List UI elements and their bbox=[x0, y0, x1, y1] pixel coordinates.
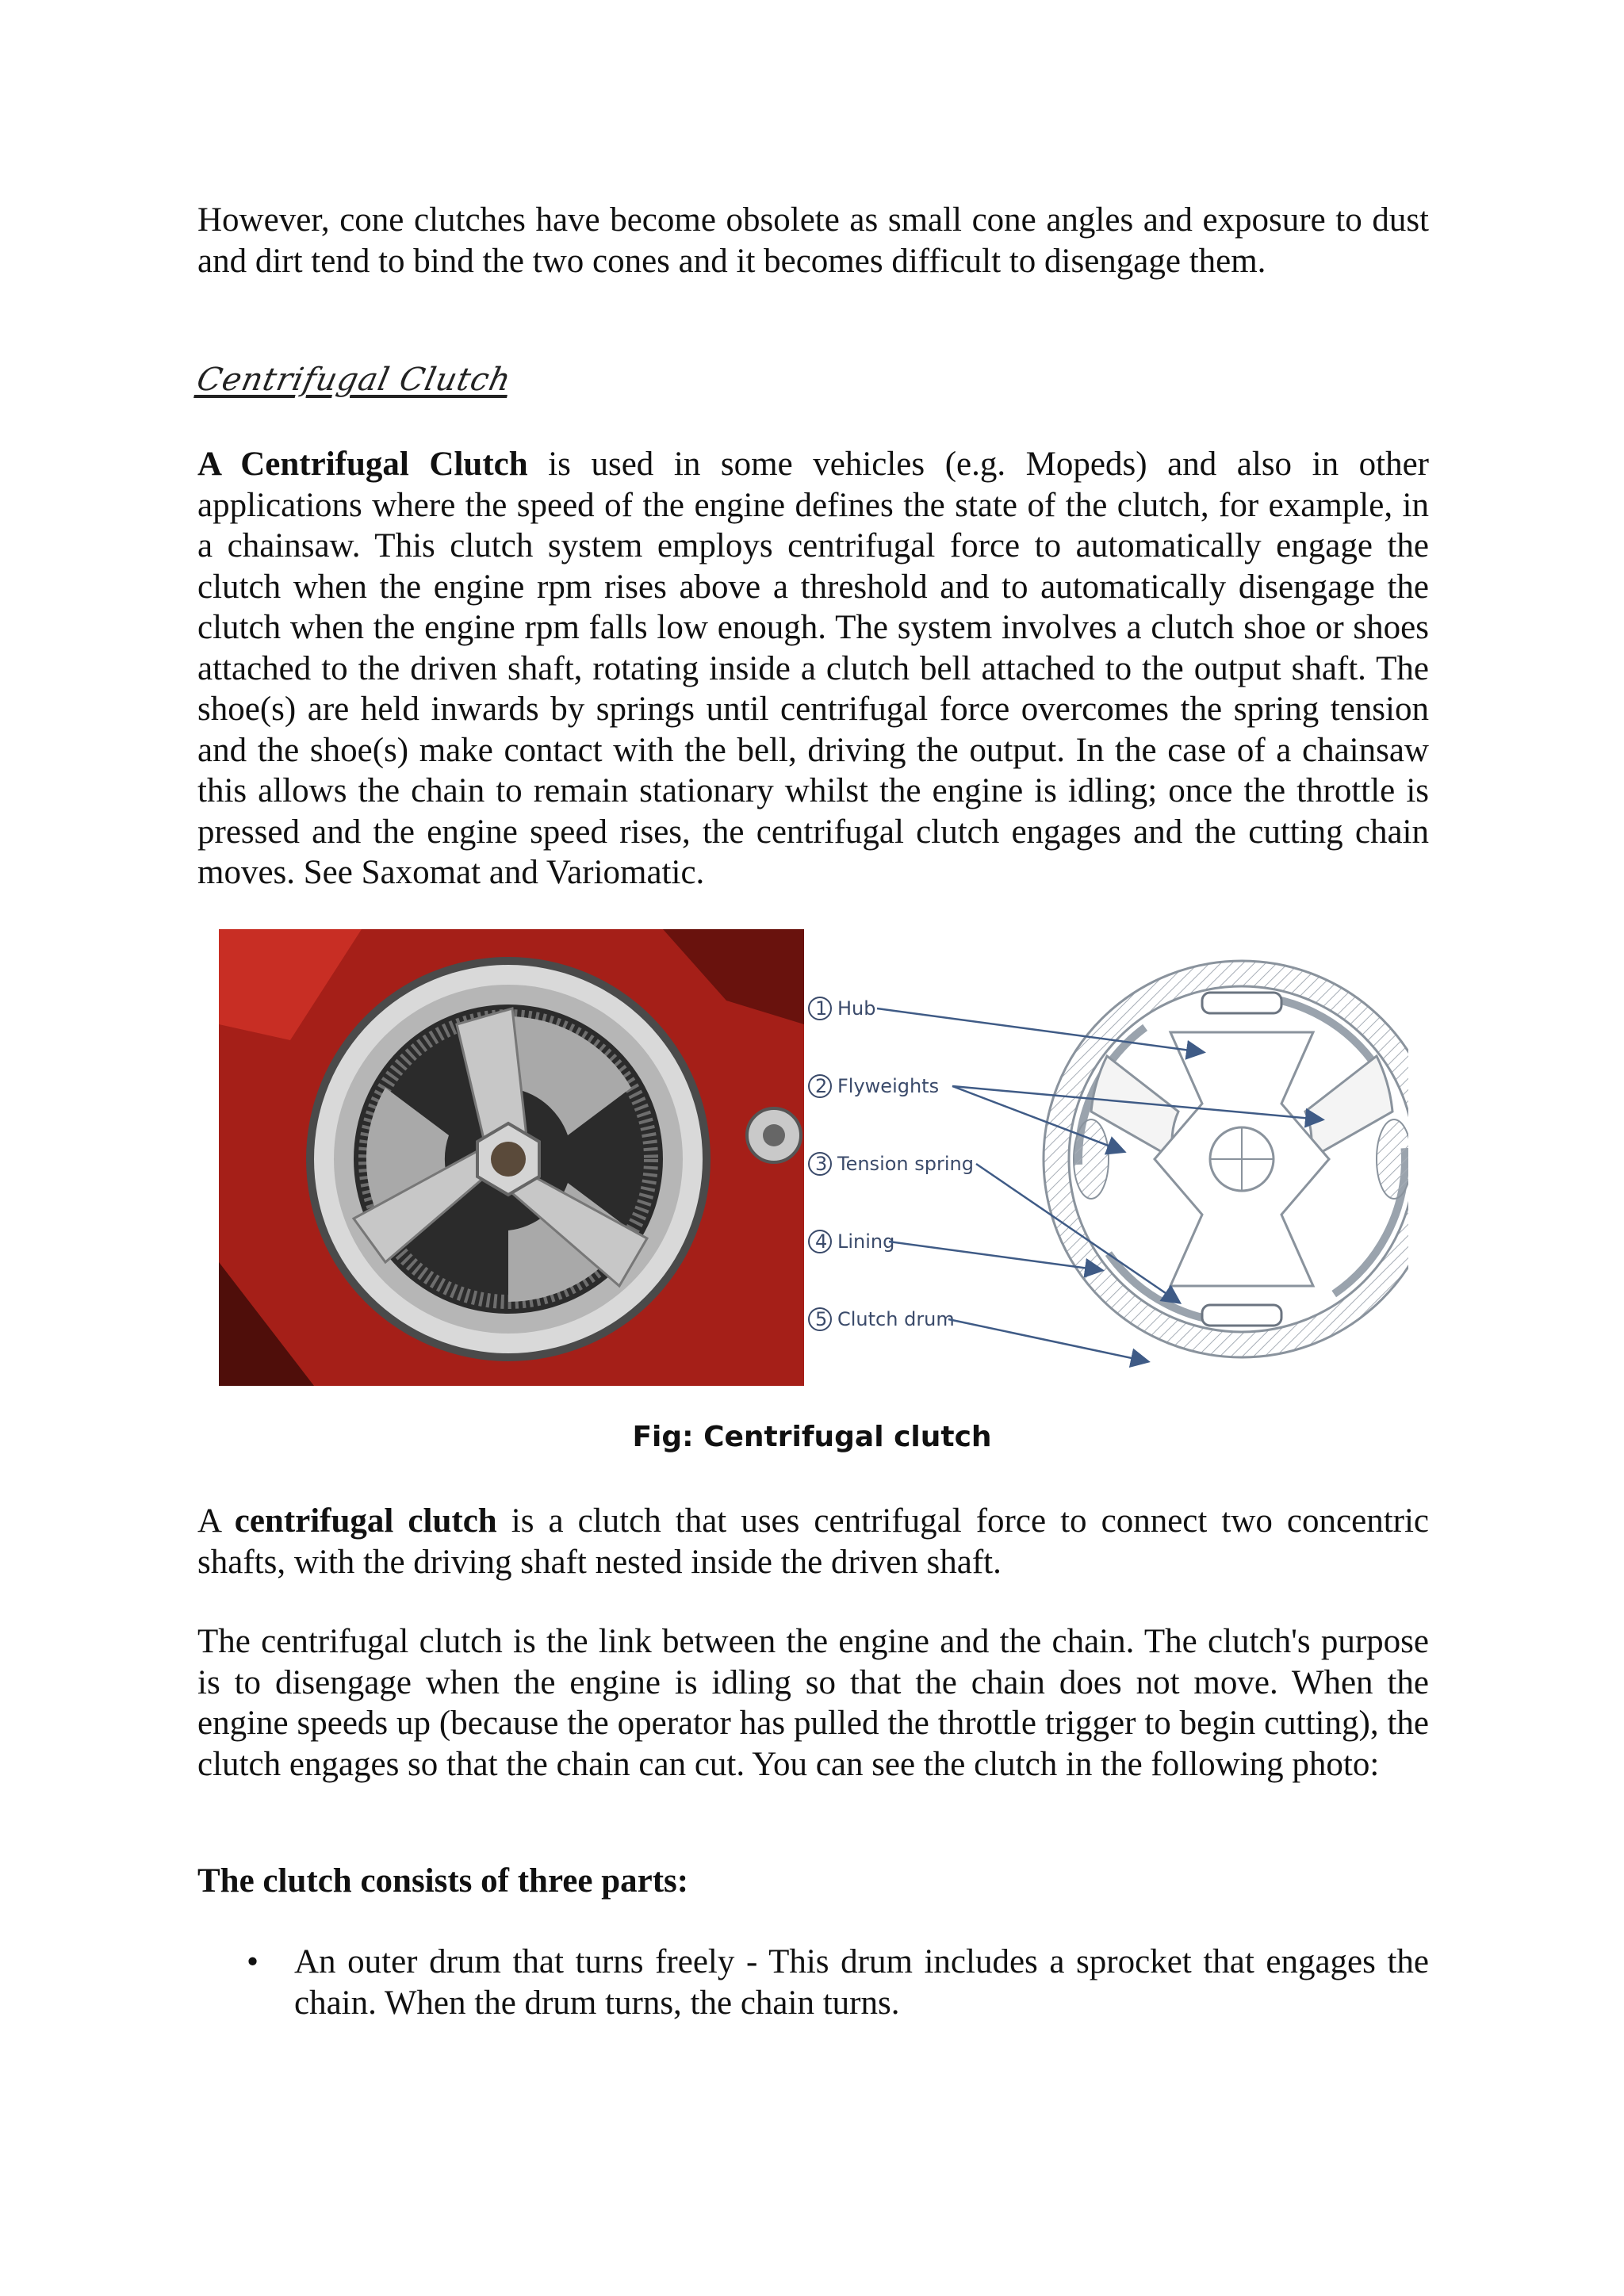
definition-paragraph bbox=[197, 1501, 1429, 1582]
centrifugal-clutch-figure bbox=[219, 929, 1408, 1386]
bullet-text: An outer drum that turns freely - This drum includes a sprocket that engages the chain. When the drum turns, the chain turns. bbox=[294, 1943, 1429, 2022]
parts-heading: The clutch consists of three parts: bbox=[197, 1862, 689, 1900]
label-num-4: 4 bbox=[815, 1230, 828, 1253]
clutch-diagram bbox=[806, 929, 1408, 1386]
clutch-photo bbox=[219, 929, 804, 1386]
label-num-1: 1 bbox=[815, 997, 828, 1020]
label-clutch-drum: Clutch drum bbox=[837, 1308, 955, 1330]
label-flyweights: Flyweights bbox=[837, 1075, 940, 1097]
label-num-2: 2 bbox=[815, 1075, 828, 1097]
label-num-5: 5 bbox=[815, 1308, 828, 1330]
label-num-3: 3 bbox=[815, 1153, 828, 1175]
label-tension-spring: Tension spring bbox=[837, 1153, 974, 1175]
label-hub: Hub bbox=[837, 997, 876, 1020]
bullet-symbol: • bbox=[247, 1943, 259, 1980]
label-lining: Lining bbox=[837, 1230, 895, 1253]
definition-body: is a clutch that uses centrifugal force to connect two concentric shafts, with the driving shaft nested inside the driven shaft. bbox=[197, 1502, 1429, 1581]
section-heading: Centrifugal Clutch bbox=[193, 362, 515, 398]
centrifugal-clutch-paragraph bbox=[197, 444, 1429, 894]
figure-caption: Fig: Centrifugal clutch bbox=[632, 1421, 992, 1453]
definition-bold: centrifugal clutch bbox=[234, 1502, 497, 1540]
paragraph-body: is used in some vehicles (e.g. Mopeds) and also in other applications where the speed of the engine defines the state of the clutch, for example, in a chainsaw. This clutch system employs centrifugal force to automatically engage the clutch when the engine rpm rises above a threshold and to automatically disengage the clutch when the engine rpm falls low enough. The system involves a clutch shoe or shoes attached to the driven shaft, rotating inside a clutch bell attached to the output shaft. The shoe(s) are held inwards by springs until centrifugal force overcomes the spring tension and the shoe(s) make contact with the bell, driving the output. In the case of a chainsaw this allows the chain to remain stationary whilst the engine is idling; once the throttle is pressed and the engine speed rises, the centrifugal clutch engages and the cutting chain moves. See Saxomat and Variomatic. bbox=[197, 446, 1429, 891]
definition-lead: A bbox=[197, 1502, 235, 1540]
link-paragraph: The centrifugal clutch is the link between the engine and the chain. The clutch's purpose is to disengage when the engine is idling so that the chain does not move. When the engine speeds up (because the operator has pulled the throttle trigger to begin cutting), the clutch engages so that the chain can cut. You can see the clutch in the following photo: bbox=[197, 1623, 1429, 1783]
bold-lead: A Centrifugal Clutch bbox=[197, 446, 528, 483]
intro-paragraph: However, cone clutches have become obsolete as small cone angles and exposure to dust and dirt tend to bind the two cones and it becomes difficult to disengage them. bbox=[197, 201, 1429, 280]
